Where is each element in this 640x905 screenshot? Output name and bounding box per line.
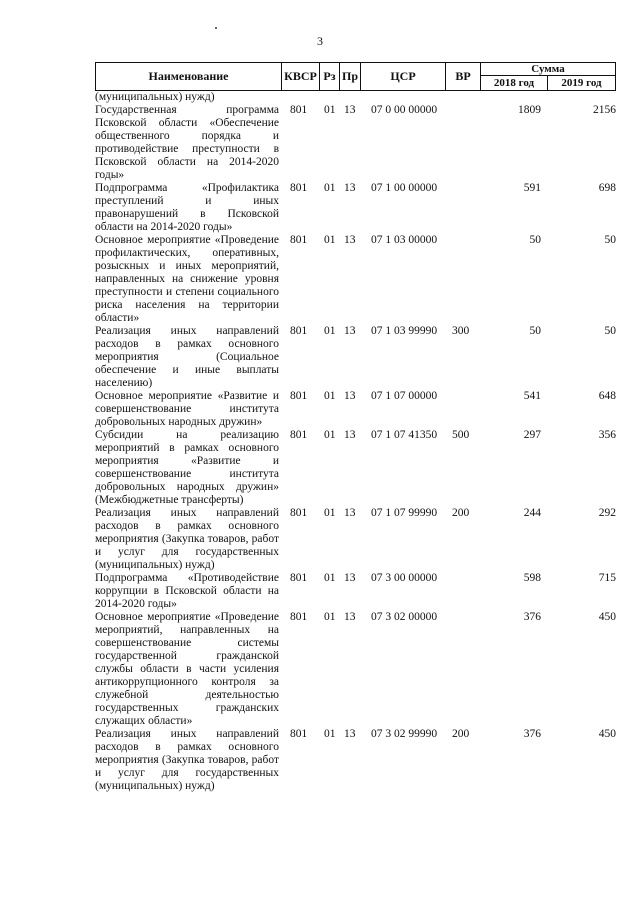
row-kvsr: 801 (290, 611, 308, 623)
row-pr: 13 (344, 507, 356, 519)
row-rz: 01 (324, 429, 336, 441)
row-sum-2019: 450 (598, 611, 616, 623)
row-rz: 01 (324, 728, 336, 740)
row-sum-2019: 715 (598, 572, 616, 584)
table-row (95, 728, 616, 793)
row-csr: 07 1 07 00000 (371, 390, 438, 402)
header-rz: Рз (320, 63, 340, 90)
row-rz: 01 (324, 572, 336, 584)
row-csr: 07 1 03 00000 (371, 234, 438, 246)
row-name: (муниципальных) нужд) (95, 91, 215, 103)
row-name: Основное мероприятие «Проведение профилактических, оперативных, розыскных и иных мероприятий, направленных на снижение уровня преступности и степени социального риска населения на территории области» (95, 234, 279, 324)
row-name: Подпрограмма «Профилактика преступлений и иных правонарушений в Псковской области на 2014-2020 годы» (95, 182, 279, 233)
row-sum-2019: 2156 (593, 104, 616, 116)
row-pr: 13 (344, 182, 356, 194)
row-pr: 13 (344, 728, 356, 740)
row-rz: 01 (324, 390, 336, 402)
row-sum-2019: 450 (598, 728, 616, 740)
row-sum-2019: 50 (604, 234, 616, 246)
row-kvsr: 801 (290, 728, 308, 740)
row-pr: 13 (344, 429, 356, 441)
header-pr: Пр (340, 63, 361, 90)
row-sum-2018: 541 (523, 390, 541, 402)
scan-speck (215, 27, 217, 29)
row-csr: 07 3 02 00000 (371, 611, 438, 623)
row-sum-2018: 376 (523, 728, 541, 740)
row-sum-2018: 1809 (518, 104, 541, 116)
table-row (95, 429, 616, 507)
row-csr: 07 1 03 99990 (371, 325, 438, 337)
row-vr: 500 (452, 429, 470, 441)
table-row (95, 91, 616, 104)
row-pr: 13 (344, 572, 356, 584)
row-sum-2018: 376 (523, 611, 541, 623)
row-pr: 13 (344, 325, 356, 337)
table-row (95, 325, 616, 390)
row-vr: 200 (452, 507, 470, 519)
row-vr: 300 (452, 325, 470, 337)
row-kvsr: 801 (290, 429, 308, 441)
row-name: Подпрограмма «Противодействие коррупции в Псковской области на 2014-2020 годы» (95, 572, 279, 610)
row-kvsr: 801 (290, 390, 308, 402)
row-name: Основное мероприятие «Развитие и совершенствование института добровольных народных дружин» (95, 390, 279, 428)
row-rz: 01 (324, 182, 336, 194)
table-row (95, 234, 616, 325)
row-name: Реализация иных направлений расходов в рамках основного мероприятия (Закупка товаров, работ и услуг для государственных (муниципальных) нужд) (95, 728, 279, 792)
header-year-2019: 2019 год (561, 77, 602, 89)
row-sum-2018: 297 (523, 429, 541, 441)
row-rz: 01 (324, 104, 336, 116)
header-vr: ВР (446, 63, 481, 90)
row-name: Основное мероприятие «Проведение мероприятий, направленных на совершенствование системы государственной гражданской службы области в части усиления антикоррупционного контроля за служебной деятельностью государственных гражданских служащих области» (95, 611, 279, 727)
row-rz: 01 (324, 611, 336, 623)
row-csr: 07 3 02 99990 (371, 728, 438, 740)
header-year-2018: 2018 год (481, 76, 548, 90)
table-row (95, 507, 616, 572)
row-sum-2019: 698 (598, 182, 616, 194)
table-row (95, 182, 616, 234)
header-name: Наименование (96, 63, 282, 90)
row-rz: 01 (324, 234, 336, 246)
row-sum-2018: 50 (529, 234, 541, 246)
table-row (95, 611, 616, 728)
header-sum: Сумма (481, 63, 615, 76)
row-rz: 01 (324, 325, 336, 337)
row-kvsr: 801 (290, 182, 308, 194)
row-csr: 07 3 00 00000 (371, 572, 438, 584)
table-body (95, 91, 616, 793)
row-name: Реализация иных направлений расходов в рамках основного мероприятия (Закупка товаров, работ и услуг для государственных (муниципальных) нужд) (95, 507, 279, 571)
row-sum-2019: 50 (604, 325, 616, 337)
row-vr: 200 (452, 728, 470, 740)
row-pr: 13 (344, 390, 356, 402)
row-csr: 07 0 00 00000 (371, 104, 438, 116)
table-row (95, 104, 616, 182)
header-csr: ЦСР (361, 63, 446, 90)
row-pr: 13 (344, 611, 356, 623)
row-sum-2019: 356 (598, 429, 616, 441)
page-number: 3 (317, 34, 323, 48)
row-csr: 07 1 00 00000 (371, 182, 438, 194)
row-csr: 07 1 07 99990 (371, 507, 438, 519)
header-kvsr: КВСР (282, 63, 320, 90)
table-row (95, 390, 616, 429)
row-sum-2019: 648 (598, 390, 616, 402)
row-kvsr: 801 (290, 572, 308, 584)
row-pr: 13 (344, 104, 356, 116)
table-row (95, 572, 616, 611)
row-sum-2018: 591 (523, 182, 541, 194)
row-rz: 01 (324, 507, 336, 519)
row-sum-2018: 50 (529, 325, 541, 337)
table-header (95, 62, 616, 91)
row-sum-2019: 292 (598, 507, 616, 519)
row-kvsr: 801 (290, 104, 308, 116)
row-name: Государственная программа Псковской области «Обеспечение общественного порядка и противодействие преступности в Псковской области на 2014-2020 годы» (95, 104, 279, 181)
row-csr: 07 1 07 41350 (371, 429, 438, 441)
header-sum-group (481, 63, 615, 90)
row-sum-2018: 598 (523, 572, 541, 584)
row-name: Реализация иных направлений расходов в рамках основного мероприятия (Социальное обеспечение и иные выплаты населению) (95, 325, 279, 389)
row-kvsr: 801 (290, 325, 308, 337)
row-sum-2018: 244 (523, 507, 541, 519)
row-name: Субсидии на реализацию мероприятий в рамках основного мероприятия «Развитие и совершенствование института добровольных народных дружин» (Межбюджетные трансферты) (95, 429, 279, 506)
row-kvsr: 801 (290, 507, 308, 519)
row-pr: 13 (344, 234, 356, 246)
row-kvsr: 801 (290, 234, 308, 246)
